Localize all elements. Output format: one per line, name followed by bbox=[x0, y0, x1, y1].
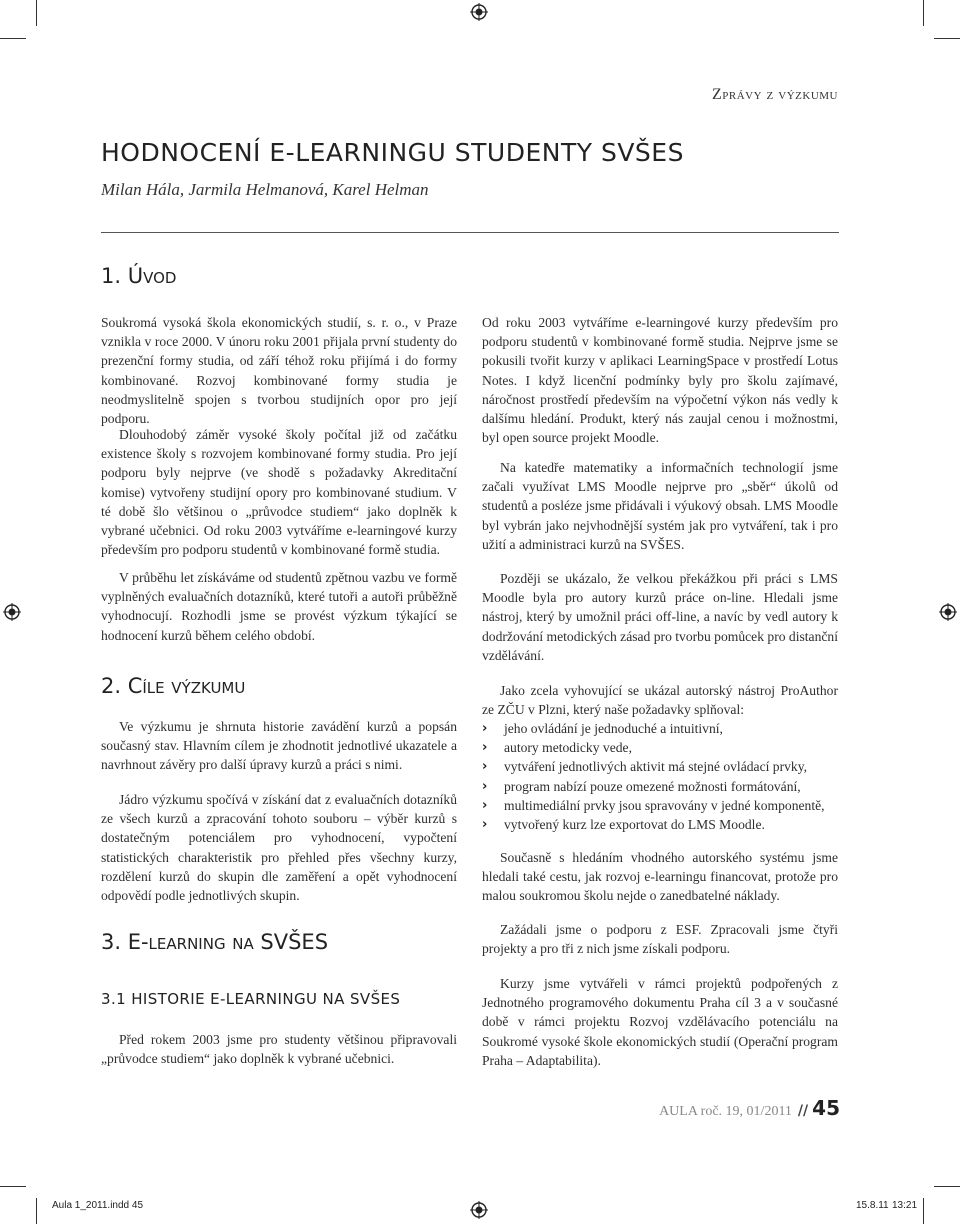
page-number: 45 bbox=[812, 1096, 840, 1120]
paragraph: Později se ukázalo, že velkou překážkou při práci s LMS Moodle byla pro autory kurzů práce on-line. Hledali jsme nástroj, který by umožnil práci off-line, a navíc by vedl autory k dodržování metodických zásad pro tvorbu pomůcek pro distanční vzdělávání. bbox=[482, 571, 838, 663]
crop-mark bbox=[934, 1186, 960, 1187]
chevron-right-icon: › bbox=[482, 740, 488, 756]
running-section-title: Zprávy z výzkumu bbox=[712, 86, 838, 103]
list-item: › vytvořený kurz lze exportovat do LMS Moodle. bbox=[482, 815, 838, 834]
registration-mark-icon bbox=[470, 3, 488, 21]
slug-time: 13:21 bbox=[892, 1200, 918, 1211]
slug-filename: Aula 1_2011.indd 45 bbox=[52, 1200, 144, 1211]
heading-historie: 3.1 HISTORIE E-LEARNINGU NA SVŠES bbox=[101, 990, 401, 1008]
paragraph: Ve výzkumu je shrnuta historie zavádění kurzů a popsán současný stav. Hlavním cílem je zhodnotit jednotlivé ukazatele a navrhnout závěry pro další úpravy kurzů a práci s nimi. bbox=[101, 719, 457, 773]
journal-name: AULA roč. 19, 01/2011 bbox=[659, 1104, 792, 1119]
chevron-right-icon: › bbox=[482, 759, 488, 775]
slug-date: 15.8.11 bbox=[856, 1200, 889, 1211]
crop-mark bbox=[923, 1198, 924, 1224]
heading-uvod: 1. Úvod bbox=[101, 264, 177, 288]
title-divider bbox=[101, 232, 839, 233]
heading-e-learning: 3. E-learning na SVŠES bbox=[101, 930, 329, 954]
article-title: HODNOCENÍ E-LEARNINGU STUDENTY SVŠES bbox=[101, 138, 684, 167]
paragraph: Zažádali jsme o podporu z ESF. Zpracovali jsme čtyři projekty a pro tři z nich jsme získali podporu. bbox=[482, 922, 838, 957]
crop-mark bbox=[923, 0, 924, 26]
requirements-list bbox=[482, 719, 838, 834]
list-item: › program nabízí pouze omezené možnosti formátování, bbox=[482, 777, 838, 796]
paragraph: Současně s hledáním vhodného autorského systému jsme hledali také cestu, jak rozvoj e-learningu financovat, protože pro malou soukromou školu nejde o zanedbatelné náklady. bbox=[482, 850, 838, 904]
paragraph: Od roku 2003 vytváříme e-learningové kurzy především pro podporu studentů v kombinované formě studia. Nejprve jsme se pokusili tvořit kurzy v aplikaci LearningSpace v prostředí Lotus Notes. I když licenční podmínky byly pro školu zajímavé, náročnost prostředí především na výpočetní výkon nás vedly k dalšímu hledání. Produkt, který nás zaujal cenou i možnostmi, byl open source projekt Moodle. bbox=[482, 315, 838, 446]
paragraph: Jádro výzkumu spočívá v získání dat z evaluačních dotazníků ze všech kurzů a zpracování tohoto souboru – výběr kurzů s dostatečným potenciálem pro vyhodnocení, vypočtení statistických charakteristik pro přehled přes všechny kurzy, rozdělení kurzů do skupin dle zaměření a opět vyhodnocení odpovědí podle jednotlivých skupin. bbox=[101, 792, 457, 904]
crop-mark bbox=[934, 38, 960, 39]
registration-mark-icon bbox=[470, 1201, 488, 1219]
registration-mark-icon bbox=[939, 603, 957, 621]
paragraph: Soukromá vysoká škola ekonomických studií, s. r. o., v Praze vznikla v roce 2000. V únoru roku 2001 přijala první studenty do prezenční formy studia, od září téhož roku přijímá i do formy kombinované. Rozvoj kombinované formy studia je neodmyslitelně spojen s tvorbou studijních opor pro její podporu. bbox=[101, 315, 457, 427]
paragraph: V průběhu let získáváme od studentů zpětnou vazbu ve formě vyplněných evaluačních dotazníků, které tutoři a autoři průběžně vyhodnocují. Rozhodli jsme se provést výzkum týkající se hodnocení kurzů během celého období. bbox=[101, 570, 457, 643]
crop-mark bbox=[0, 38, 26, 39]
heading-cile-vyzkumu: 2. Cíle výzkumu bbox=[101, 674, 246, 698]
page-footer bbox=[659, 1096, 840, 1120]
registration-mark-icon bbox=[3, 603, 21, 621]
paragraph: Jako zcela vyhovující se ukázal autorský nástroj ProAuthor ze ZČU v Plzni, který naše požadavky splňoval: bbox=[482, 683, 838, 718]
paragraph: Před rokem 2003 jsme pro studenty většinou připravovali „průvodce studiem“ jako doplněk k vybrané učebnici. bbox=[101, 1032, 457, 1067]
chevron-right-icon: › bbox=[482, 778, 488, 794]
crop-mark bbox=[36, 0, 37, 26]
crop-mark bbox=[0, 1186, 26, 1187]
list-item: › vytváření jednotlivých aktivit má stejné ovládací prvky, bbox=[482, 757, 838, 776]
paragraph: Dlouhodobý záměr vysoké školy počítal již od začátku existence školy s rozvojem kombinované formy studia. Pro její podporu byly nejprve (ve shodě s požadavky Akreditační komise) vytvořeny studijní opory pro kombinované studium. V té době šlo většinou o „průvodce studiem“ jako doplněk k vybrané učebnici. Od roku 2003 vytváříme e-learningové kurzy především pro podporu studentů v kombinované formě studia. bbox=[101, 427, 457, 558]
chevron-right-icon: › bbox=[482, 721, 488, 736]
chevron-right-icon: › bbox=[482, 797, 488, 813]
chevron-right-icon: › bbox=[482, 816, 488, 832]
list-item: › jeho ovládání je jednoduché a intuitivní, bbox=[482, 719, 838, 738]
crop-mark bbox=[36, 1198, 37, 1224]
list-item: › autory metodicky vede, bbox=[482, 738, 838, 757]
paragraph: Na katedře matematiky a informačních technologií jsme začali využívat LMS Moodle nejprve pro „sběr“ úkolů od studentů a posléze jsme přidávali i výukový obsah. LMS Moodle byl vybrán jako nejvhodnější systém jak pro vytváření, tak i pro užití a administraci kurzů na SVŠES. bbox=[482, 460, 838, 552]
paragraph: Kurzy jsme vytvářeli v rámci projektů podpořených z Jednotného programového dokumentu Praha cíl 3 a v současné době v rámci projektu Rozvoj vzdělávacího potenciálu na Soukromé vysoké škole ekonomických studií (Operační program Praha – Adaptabilita). bbox=[482, 976, 838, 1068]
list-item: › multimediální prvky jsou spravovány v jedné komponentě, bbox=[482, 796, 838, 815]
footer-separator: // bbox=[797, 1103, 809, 1119]
article-authors: Milan Hála, Jarmila Helmanová, Karel Helman bbox=[101, 180, 429, 199]
